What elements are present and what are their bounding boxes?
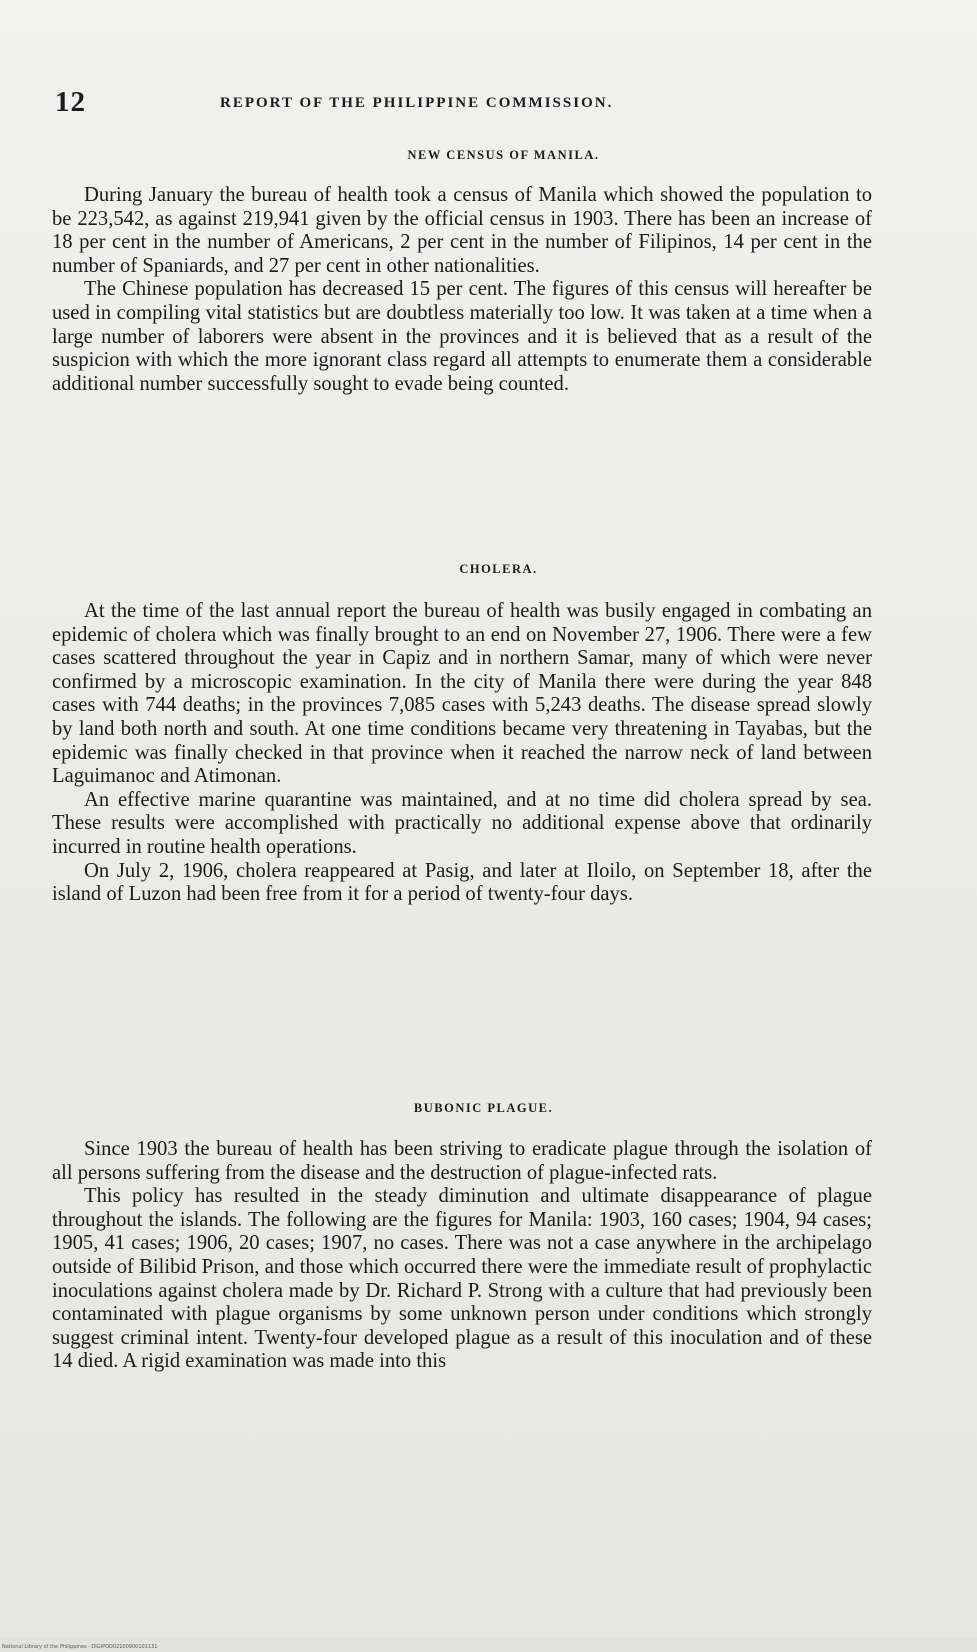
section-body-census [52, 184, 872, 396]
scan-credit: National Library of the Philippines · DIGIPOD02100900101131 [2, 1644, 158, 1650]
page-header [55, 86, 915, 120]
paragraph: An effective marine quarantine was maintained, and at no time did cholera spread by sea. These results were accomplished with practically no additional expense above that ordinarily incurred in routine health operations. [52, 788, 872, 858]
section-title-census: NEW CENSUS OF MANILA. [407, 148, 600, 162]
section-body-plague [52, 1138, 872, 1374]
paragraph: At the time of the last annual report the bureau of health was busily engaged in combating an epidemic of cholera which was finally brought to an end on November 27, 1906. There were a few cases scattered throughout the year in Capiz and in northern Samar, many of which were never confirmed by a microscopic examination. In the city of Manila there were during the year 848 cases with 744 deaths; in the provinces 7,085 cases with 5,243 deaths. The disease spread slowly by land both north and south. At one time conditions became very threatening in Tayabas, but the epidemic was finally checked in that province when it reached the narrow neck of land between Laguimanoc and Atimonan. [52, 600, 872, 788]
scan-footer [0, 1638, 977, 1652]
section-body-cholera [52, 600, 872, 907]
section-title-plague: BUBONIC PLAGUE. [413, 1101, 554, 1115]
page-number: 12 [55, 86, 86, 118]
running-head: REPORT OF THE PHILIPPINE COMMISSION. [220, 95, 614, 111]
paragraph: On July 2, 1906, cholera reappeared at Pasig, and later at Iloilo, on September 18, after the island of Luzon had been free from it for a period of twenty-four days. [52, 859, 872, 906]
paragraph: This policy has resulted in the steady diminution and ultimate disappearance of plague throughout the islands. The following are the figures for Manila: 1903, 160 cases; 1904, 94 cases; 1905, 41 cases; 1906, 20 cases; 1907, no cases. There was not a case anywhere in the archipelago outside of Bilibid Prison, and those which occurred there were the immediate result of prophylactic inoculations against cholera made by Dr. Richard P. Strong with a culture that had previously been contaminated with plague organisms by some unknown person under conditions which strongly suggest criminal intent. Twenty-four developed plague as a result of this inoculation and of these 14 died. A rigid examination was made into this [52, 1185, 872, 1373]
paragraph: Since 1903 the bureau of health has been striving to eradicate plague through the isolation of all persons suffering from the disease and the destruction of plague-infected rats. [52, 1138, 872, 1184]
section-title-cholera: CHOLERA. [459, 562, 538, 576]
paragraph: During January the bureau of health took a census of Manila which showed the population to be 223,542, as against 219,941 given by the official census in 1903. There has been an increase of 18 per cent in the number of Americans, 2 per cent in the number of Filipinos, 14 per cent in the number of Spaniards, and 27 per cent in other nationalities. [52, 184, 872, 277]
paragraph: The Chinese population has decreased 15 per cent. The figures of this census will hereafter be used in compiling vital statistics but are doubtless materially too low. It was taken at a time when a large number of laborers were absent in the provinces and it is believed that as a result of the suspicion with which the more ignorant class regard all attempts to enumerate them a considerable additional number successfully sought to evade being counted. [52, 278, 872, 395]
